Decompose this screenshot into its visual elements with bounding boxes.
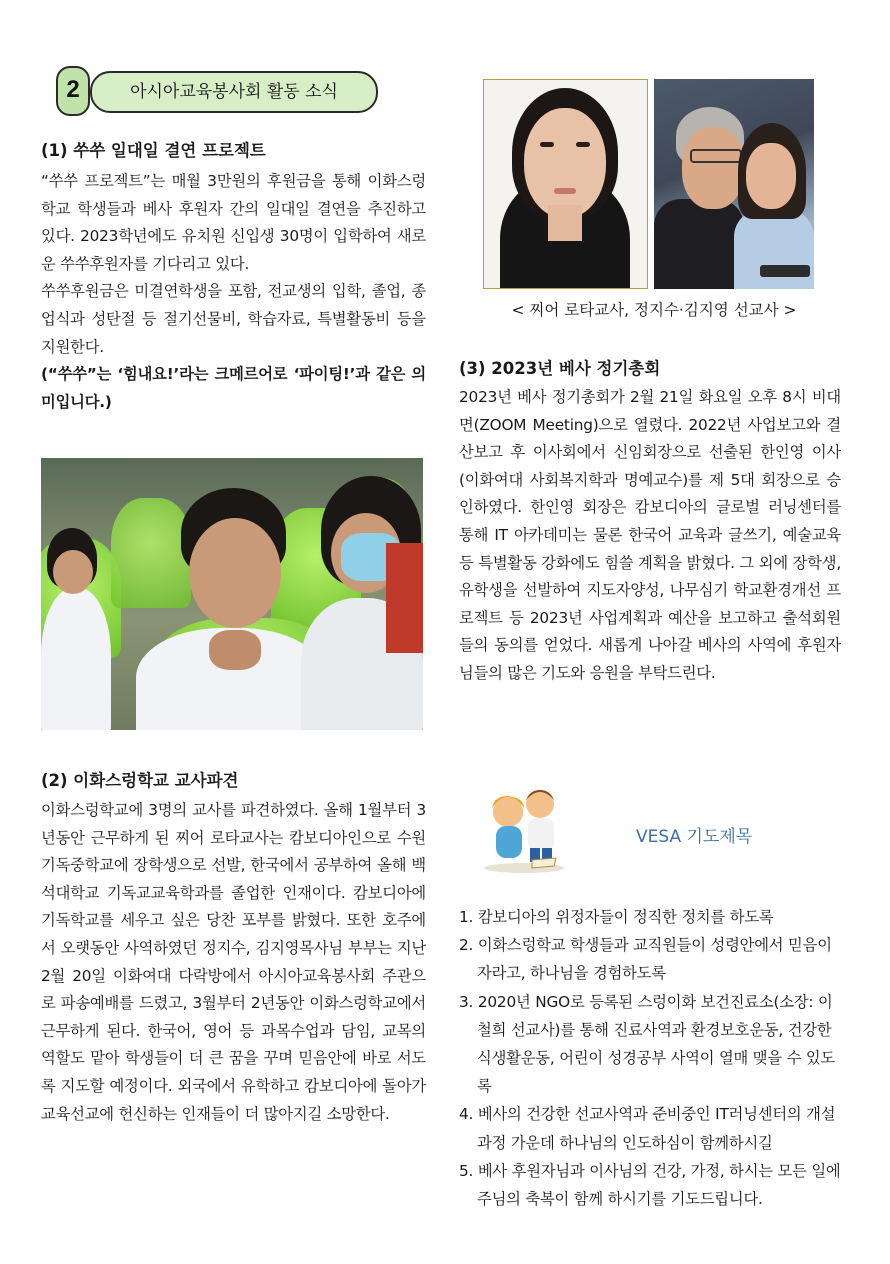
photo-caption: < 찌어 로타교사, 정지수·김지영 선교사 > xyxy=(511,301,797,319)
prayer-list-container xyxy=(459,903,841,1213)
students-praying-photo xyxy=(41,458,423,730)
section-1-heading: (1) 쑤쑤 일대일 결연 프로젝트 xyxy=(41,141,266,160)
section-number-badge: 2 xyxy=(56,66,90,116)
teacher-portrait-photo xyxy=(483,79,648,289)
prayer-section-title: VESA 기도제목 xyxy=(636,827,753,847)
prayer-item: 3. 2020년 NGO로 등록된 스렁이화 보건진료소(소장: 이철희 선교사)를 통해 진료사역과 환경보호운동, 건강한 식생활운동, 어린이 성경공부 사역이 열매 맺을 수 있도록 xyxy=(459,992,835,1096)
prayer-item: 2. 이화스렁학교 학생들과 교직원들이 성령안에서 믿음이 자라고, 하나님을 경험하도록 xyxy=(459,936,832,983)
prayer-item: 1. 캄보디아의 위정자들이 정직한 정치를 하도록 xyxy=(459,908,774,926)
section-3 xyxy=(459,358,841,688)
section-2-heading: (2) 이화스렁학교 교사파견 xyxy=(41,771,239,790)
section-1-note: (“쑤쑤”는 ‘힘내요!’라는 크메르어로 ‘파이팅!’과 같은 의미입니다.) xyxy=(41,365,426,411)
section-2-paragraph: 이화스렁학교에 3명의 교사를 파견하였다. 올해 1월부터 3년동안 근무하게 된 찌어 로타교사는 캄보디아인으로 수원기독중학교에 장학생으로 선발, 한국에서 공부하여 올해 백석대학교 기독교교육학과를 졸업한 인재이다. 캄보디아에 기독학교를 세우고 싶은 당찬 포부를 밝혔다. 또한 호주에서 오랫동안 사역하였던 정지수, 김지영목사님 부부는 지난 2월 20일 이화여대 다락방에서 아시아교육봉사회 주관으로 파송예배를 드렸고, 3월부터 2년동안 이화스렁학교에서 근무하게 된다. 한국어, 영어 등 과목수업과 담임, 교목의 역할도 맡아 학생들이 더 큰 꿈을 꾸며 믿음안에 바로 서도록 지도할 예정이다. 외국에서 유학하고 캄보디아에 돌아가 교육선교에 헌신하는 인재들이 더 많아지길 소망한다. xyxy=(41,801,426,1123)
section-1-paragraph-2: 쑤쑤후원금은 미결연학생을 포함, 전교생의 입학, 졸업, 종업식과 성탄절 등 절기선물비, 학습자료, 특별활동비 등을 지원한다. xyxy=(41,282,426,356)
section-1 xyxy=(41,140,426,416)
prayer-item: 5. 베사 후원자님과 이사님의 건강, 가정, 하시는 모든 일에 주님의 축복이 함께 하시기를 기도드립니다. xyxy=(459,1161,841,1209)
page-title: 아시아교육봉사회 활동 소식 xyxy=(90,71,378,113)
praying-children-icon xyxy=(478,782,570,874)
prayer-list xyxy=(459,903,841,1213)
section-1-paragraph-1: “쑤쑤 프로젝트”는 매월 3만원의 후원금을 통해 이화스렁학교 학생들과 베사 후원자 간의 일대일 결연을 추진하고 있다. 2023학년에도 유치원 신입생 30명이 입학하여 새로운 쑤쑤후원자를 기다리고 있다. xyxy=(41,172,426,273)
section-3-heading: (3) 2023년 베사 정기총회 xyxy=(459,359,661,378)
missionary-couple-photo xyxy=(654,79,814,289)
prayer-item: 4. 베사의 건강한 선교사역과 준비중인 IT러닝센터의 개설과정 가운데 하나님의 인도하심이 함께하시길 xyxy=(459,1105,836,1152)
section-3-paragraph: 2023년 베사 정기총회가 2월 21일 화요일 오후 8시 비대면(ZOOM Meeting)으로 열렸다. 2022년 사업보고와 결산보고 후 이사회에서 신임회장으로 선출된 한인영 이사(이화여대 사회복지학과 명예교수)를 제 5대 회장으로 승인하였다. 한인영 회장은 캄보디아의 글로벌 러닝센터를 통해 IT 아카데미는 물론 한국어 교육과 글쓰기, 예술교육 등 특별활동 강화에도 힘쓸 계획을 밝혔다. 그 외에 장학생, 유학생을 선발하여 지도자양성, 나무심기 학교환경개선 프로젝트 등 2023년 사업계획과 예산을 보고하고 출석회원들의 동의를 얻었다. 새롭게 나아갈 베사의 사역에 후원자님들의 많은 기도와 응원을 부탁드린다. xyxy=(459,388,841,682)
section-2 xyxy=(41,770,426,1128)
